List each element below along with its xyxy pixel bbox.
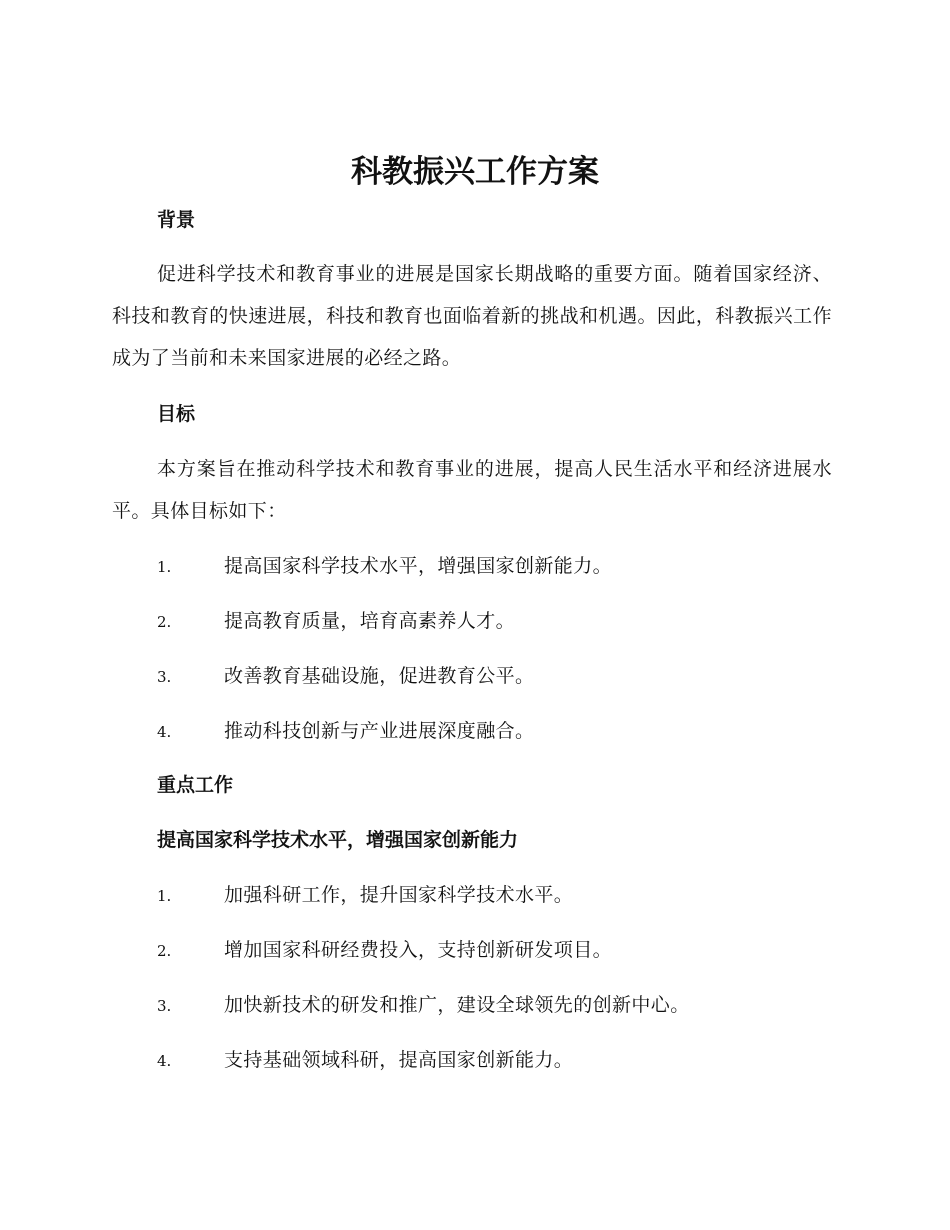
list-text: 推动科技创新与产业进展深度融合。 [224, 720, 535, 742]
list-number: 4. [157, 723, 172, 741]
key-work-list-item [157, 935, 837, 965]
list-text: 支持基础领域科研，提高国家创新能力。 [224, 1049, 574, 1071]
section-heading-background: 背景 [157, 209, 196, 231]
key-work-list-item [157, 1045, 837, 1075]
section-heading-key-work: 重点工作 [157, 774, 234, 796]
list-number: 4. [157, 1052, 172, 1070]
list-number: 2. [157, 613, 172, 631]
key-work-list-item [157, 990, 837, 1020]
goals-list-item [157, 551, 837, 581]
list-text: 加快新技术的研发和推广，建设全球领先的创新中心。 [224, 994, 690, 1016]
section-subheading: 提高国家科学技术水平，增强国家创新能力 [157, 829, 519, 851]
background-paragraph: 促进科学技术和教育事业的进展是国家长期战略的重要方面。随着国家经济、科技和教育的快速进展，科技和教育也面临着新的挑战和机遇。因此，科教振兴工作成为了当前和未来国家进展的必经之路。 [112, 263, 832, 369]
list-number: 3. [157, 668, 172, 686]
goals-paragraph: 本方案旨在推动科学技术和教育事业的进展，提高人民生活水平和经济进展水平。具体目标如下： [112, 458, 832, 522]
list-text: 改善教育基础设施，促进教育公平。 [224, 665, 535, 687]
list-text: 提高教育质量，培育高素养人才。 [224, 610, 516, 632]
goals-list-item [157, 606, 837, 636]
goals-list-item [157, 661, 837, 691]
list-number: 1. [157, 558, 172, 576]
list-text: 加强科研工作，提升国家科学技术水平。 [224, 884, 574, 906]
document-title: 科教振兴工作方案 [351, 154, 599, 190]
section-heading-goals: 目标 [157, 403, 196, 425]
goals-list-item [157, 716, 837, 746]
list-text: 提高国家科学技术水平，增强国家创新能力。 [224, 555, 613, 577]
list-text: 增加国家科研经费投入，支持创新研发项目。 [224, 939, 613, 961]
list-number: 2. [157, 942, 172, 960]
key-work-list-item [157, 880, 837, 910]
list-number: 1. [157, 887, 172, 905]
list-number: 3. [157, 997, 172, 1015]
